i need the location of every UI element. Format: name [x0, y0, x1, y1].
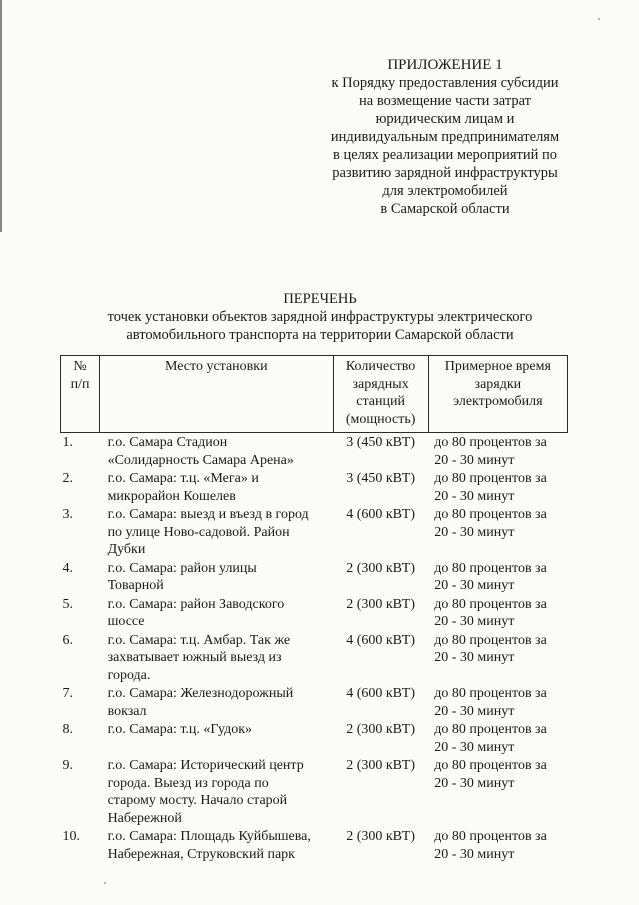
row-station-count: 3 (450 кВТ): [346, 435, 416, 450]
annex-block: [300, 56, 590, 218]
row-number: 7.: [62, 686, 73, 701]
row-charging-time: до 80 процентов за 20 - 30 минут: [434, 471, 547, 504]
row-charging-time: до 80 процентов за 20 - 30 минут: [434, 435, 547, 468]
annex-line: на возмещение части затрат: [359, 93, 531, 109]
table-row: [61, 631, 568, 685]
table-row: [61, 559, 568, 595]
row-charging-time: до 80 процентов за 20 - 30 минут: [434, 632, 547, 665]
charging-points-table: [60, 355, 568, 863]
document-title-block: [60, 290, 580, 344]
row-station-count: 4 (600 кВТ): [346, 686, 416, 701]
table-row: [61, 756, 568, 827]
row-charging-time: до 80 процентов за 20 - 30 минут: [434, 758, 547, 791]
header-station-count: Количество зарядных станций (мощность): [333, 356, 428, 433]
scan-speck: [104, 882, 106, 884]
row-number: 3.: [62, 507, 73, 522]
row-number: 2.: [62, 471, 73, 486]
row-location: г.о. Самара: Площадь Куйбышева, Набережная, Струковский парк: [107, 829, 311, 862]
row-location: г.о. Самара: район улицы Товарной: [107, 560, 257, 593]
annex-line: развитию зарядной инфраструктуры: [332, 165, 558, 181]
row-station-count: 2 (300 кВТ): [346, 596, 416, 612]
document-subtitle-line: точек установки объектов зарядной инфраструктуры электрического: [107, 309, 533, 325]
row-station-count: 2 (300 кВТ): [346, 829, 416, 844]
row-number: 4.: [62, 560, 73, 576]
header-location: Место установки: [100, 356, 333, 433]
annex-line: в Самарской области: [380, 201, 510, 217]
row-station-count: 2 (300 кВТ): [346, 560, 416, 576]
row-number: 9.: [62, 758, 73, 773]
row-location: г.о. Самара: т.ц. «Гудок»: [107, 722, 253, 737]
header-charging-time: Примерное время зарядки электромобиля: [428, 356, 567, 433]
row-charging-time: до 80 процентов за 20 - 30 минут: [434, 686, 547, 719]
annex-line: юридическим лицам и: [375, 111, 515, 127]
annex-line: для электромобилей: [382, 183, 508, 199]
document-title: ПЕРЕЧЕНЬ: [283, 291, 357, 307]
row-location: г.о. Самара: т.ц. Амбар. Так же захватывает южный выезд из города.: [107, 632, 291, 683]
scan-margin-line: [0, 0, 2, 232]
row-location: г.о. Самара: т.ц. «Мега» и микрорайон Кошелев: [107, 471, 259, 504]
table-row: [61, 505, 568, 559]
annex-line: в целях реализации мероприятий по: [333, 147, 557, 163]
row-location: г.о. Самара: выезд и въезд в город по улице Ново-садовой. Район Дубки: [107, 507, 309, 557]
row-location: г.о. Самара: Железнодорожный вокзал: [107, 686, 294, 719]
table-row: [61, 469, 568, 505]
document-subtitle-line: автомобильного транспорта на территории Самарской области: [126, 327, 514, 343]
row-number: 6.: [62, 632, 73, 648]
row-number: 10.: [62, 829, 80, 844]
row-number: 8.: [62, 722, 73, 737]
row-location: г.о. Самара: район Заводского шоссе: [107, 596, 285, 629]
table-row: [61, 720, 568, 756]
table-header-row: [61, 356, 568, 433]
row-station-count: 2 (300 кВТ): [346, 758, 416, 773]
row-station-count: 2 (300 кВТ): [346, 722, 416, 737]
table-row: [61, 827, 568, 863]
row-number: 1.: [62, 435, 73, 450]
scan-speck: [598, 18, 600, 20]
annex-line: индивидуальным предпринимателям: [330, 129, 560, 145]
annex-heading: ПРИЛОЖЕНИЕ 1: [387, 57, 503, 73]
row-charging-time: до 80 процентов за 20 - 30 минут: [434, 560, 547, 593]
row-station-count: 4 (600 кВТ): [346, 632, 416, 648]
header-number: № п/п: [61, 356, 100, 433]
row-charging-time: до 80 процентов за 20 - 30 минут: [434, 829, 547, 862]
row-location: г.о. Самара: Исторический центр города. Выезд из города по старому мосту. Начало старой Набережной: [107, 758, 304, 826]
table-row: [61, 684, 568, 720]
row-charging-time: до 80 процентов за 20 - 30 минут: [434, 596, 547, 629]
table-row: [61, 595, 568, 631]
row-charging-time: до 80 процентов за 20 - 30 минут: [434, 507, 547, 540]
row-station-count: 3 (450 кВТ): [346, 471, 416, 486]
row-station-count: 4 (600 кВТ): [346, 507, 416, 522]
table-row: [61, 433, 568, 470]
row-number: 5.: [62, 596, 73, 612]
annex-line: к Порядку предоставления субсидии: [331, 75, 559, 91]
row-location: г.о. Самара Стадион «Солидарность Самара Арена»: [107, 435, 294, 468]
row-charging-time: до 80 процентов за 20 - 30 минут: [434, 722, 547, 755]
